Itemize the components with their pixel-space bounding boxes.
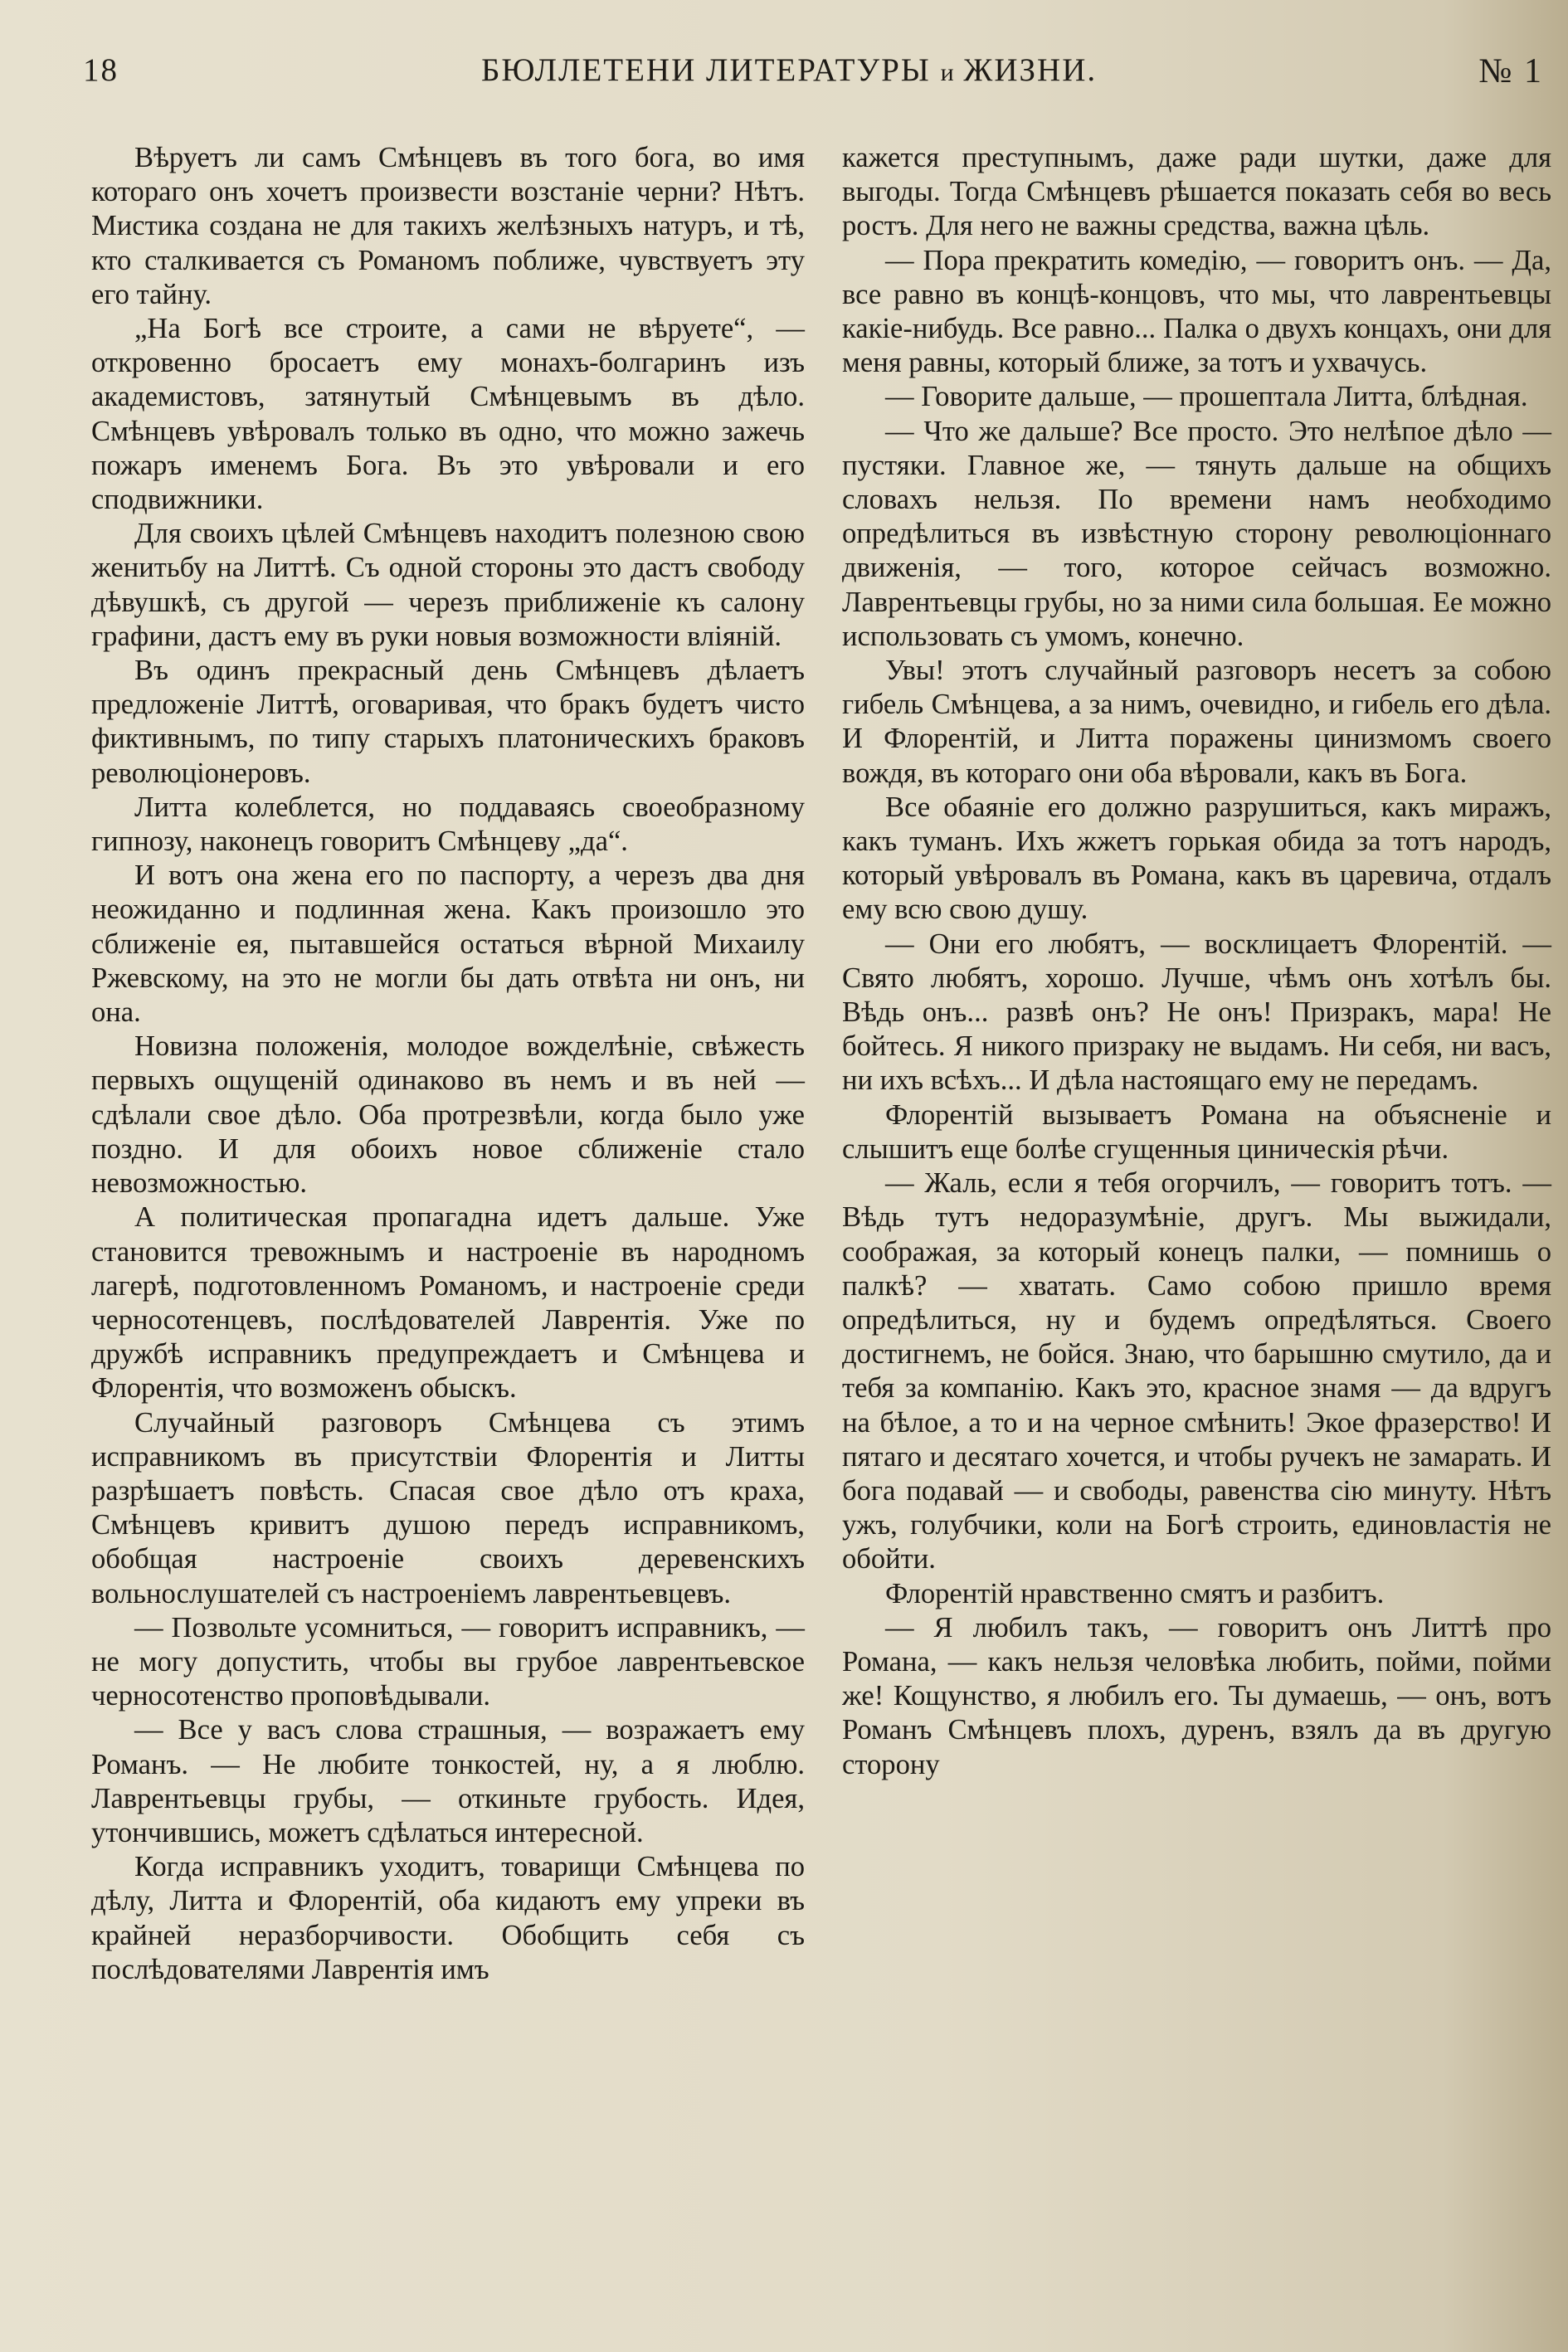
running-title-main: БЮЛЛЕТЕНИ ЛИТЕРАТУРЫ xyxy=(481,52,931,88)
paragraph: Увы! этотъ случайный разговоръ несетъ за собою гибель Смѣнцева, а за нимъ, очевидно, и гибель его дѣла. И Флорентій, и Литта поражены цинизмомъ своего вождя, въ котораго они оба вѣровали, какъ въ Бога. xyxy=(842,655,1551,789)
paragraph: — Пора прекратить комедію, — говоритъ онъ. — Да, все равно въ концѣ-концовъ, что мы, что лаврентьевцы какіе-нибудь. Все равно... Палка о двухъ концахъ, они для меня равны, который ближе, за тотъ и ухвачусь. xyxy=(842,244,1551,379)
paragraph: Литта колеблется, но поддаваясь своеобразному гипнозу, наконецъ говоритъ Смѣнцеву „да“. xyxy=(91,791,805,858)
paragraph: — Жаль, если я тебя огорчилъ, — говоритъ тотъ. — Вѣдь тутъ недоразумѣніе, другъ. Мы выжидали, соображая, за который конецъ палки, — помнишь о палкѣ? — хватать. Само собою пришло время опредѣлиться, ну и будемъ опредѣляться. Своего достигнемъ, не бойся. Знаю, что барышню смутило, да и тебя за компанію. Какъ это, красное знамя — да вдругъ на бѣлое, а то и на черное смѣнить! Экое фразерство! И пятаго и десятаго хочется, и чтобы ручекъ не замарать. И бога подавай — и свободы, равенства сію минуту. Нѣтъ ужъ, голубчики, коли на Богѣ строить, единовластія не обойти. xyxy=(842,1167,1551,1575)
paragraph: И вотъ она жена его по паспорту, а черезъ два дня неожиданно и подлинная жена. Какъ произошло это сближеніе ея, пытавшейся остаться вѣрной Михаилу Ржевскому, на это не могли бы дать отвѣта ни онъ, ни она. xyxy=(91,859,805,1029)
page-header xyxy=(83,51,1543,101)
paragraph: Вѣруетъ ли самъ Смѣнцевъ въ того бога, во имя котораго онъ хочетъ произвести возстаніе черни? Нѣтъ. Мистика создана не для такихъ желѣзныхъ натуръ, и тѣ, кто сталкивается съ Романомъ поближе, чувствуетъ эту его тайну. xyxy=(91,142,805,310)
paragraph: — Они его любятъ, — восклицаетъ Флорентій. — Свято любятъ, хорошо. Лучше, чѣмъ онъ хотѣлъ бы. Вѣдь онъ... развѣ онъ? Не онъ! Призракъ, мара! Не бойтесь. Я никого призраку не выдамъ. Ни себя, ни васъ, ни ихъ всѣхъ... И дѣла настоящаго ему не передамъ. xyxy=(842,928,1551,1097)
paragraph: — Все у васъ слова страшныя, — возражаетъ ему Романъ. — Не любите тонкостей, ну, а я люблю. Лаврентьевцы грубы, — откиньте грубость. Идея, утончившись, можетъ сдѣлаться интересной. xyxy=(91,1714,805,1848)
running-title-end: ЖИЗНИ. xyxy=(963,52,1098,88)
running-title xyxy=(481,51,1097,89)
paragraph: — Что же дальше? Все просто. Это нелѣпое дѣло — пустяки. Главное же, — тянуть дальше на общихъ словахъ нельзя. По времени намъ необходимо опредѣлиться въ извѣстную сторону революціоннаго движенія, — того, которое сейчасъ возможно. Лаврентьевцы грубы, но за ними сила большая. Ее можно использовать съ умомъ, конечно. xyxy=(842,415,1551,652)
paragraph: Случайный разговоръ Смѣнцева съ этимъ исправникомъ въ присутствіи Флорентія и Литты разрѣшаетъ повѣсть. Спасая свое дѣло отъ краха, Смѣнцевъ кривитъ душою передъ исправникомъ, обобщая настроеніе своихъ деревенскихъ вольнослушателей съ настроеніемъ лаврентьевцевъ. xyxy=(91,1406,805,1609)
paragraph: — Я любилъ такъ, — говоритъ онъ Литтѣ про Романа, — какъ нельзя человѣка любить, пойми, пойми же! Кощунство, я любилъ его. Ты думаешь, — онъ, вотъ Романъ Смѣнцевъ плохъ, дуренъ, взялъ да въ другую сторону xyxy=(842,1611,1551,1780)
paragraph: кажется преступнымъ, даже ради шутки, даже для выгоды. Тогда Смѣнцевъ рѣшается показать себя во весь ростъ. Для него не важны средства, важна цѣль. xyxy=(842,142,1551,242)
paragraph: „На Богѣ все строите, а сами не вѣруете“, — откровенно бросаетъ ему монахъ-болгаринъ изъ академистовъ, затянутый Смѣнцевымъ въ дѣло. Смѣнцевъ увѣровалъ только въ одно, что можно зажечь пожаръ именемъ Бога. Въ это увѣровали и его сподвижники. xyxy=(91,313,805,516)
issue-number: № 1 xyxy=(1478,52,1543,90)
paragraph: Флорентій вызываетъ Романа на объясненіе и слышитъ еще болѣе сгущенныя циническія рѣчи. xyxy=(842,1098,1551,1165)
page-number: 18 xyxy=(83,52,119,88)
paragraph: Флорентій нравственно смятъ и разбитъ. xyxy=(885,1577,1385,1609)
running-title-conjunction: и xyxy=(940,59,954,86)
paragraph: Для своихъ цѣлей Смѣнцевъ находитъ полезною свою женитьбу на Литтѣ. Съ одной стороны это дастъ свободу дѣвушкѣ, съ другой — черезъ приближеніе къ салону графини, дастъ ему въ руки новыя возможности вліяній. xyxy=(91,518,805,652)
paragraph: А политическая пропагадна идетъ дальше. Уже становится тревожнымъ и настроеніе въ народномъ лагерѣ, подготовленномъ Романомъ, и настроеніе среди черносотенцевъ, послѣдователей Лаврентія. Уже по дружбѣ исправникъ предупреждаетъ и Смѣнцева и Флорентія, что возможенъ обыскъ. xyxy=(91,1201,805,1405)
left-column xyxy=(91,141,805,1987)
right-column xyxy=(842,141,1551,1782)
paragraph: — Говорите дальше, — прошептала Литта, блѣдная. xyxy=(885,381,1528,413)
paragraph: — Позвольте усомниться, — говоритъ исправникъ, — не могу допустить, чтобы вы грубое лаврентьевское черносотенство проповѣдывали. xyxy=(91,1611,805,1712)
paragraph: Когда исправникъ уходитъ, товарищи Смѣнцева по дѣлу, Литта и Флорентій, оба кидаютъ ему упреки въ крайней неразборчивости. Обобщить себя съ послѣдователями Лаврентія имъ xyxy=(91,1851,805,1985)
paragraph: Все обаяніе его должно разрушиться, какъ миражъ, какъ туманъ. Ихъ жжетъ горькая обида за тотъ народъ, который увѣровалъ въ Романа, какъ въ царевича, отдалъ ему всю свою душу. xyxy=(842,791,1551,926)
paragraph: Въ одинъ прекрасный день Смѣнцевъ дѣлаетъ предложеніе Литтѣ, оговаривая, что бракъ будетъ чисто фиктивнымъ, по типу старыхъ платоническихъ браковъ революціонеровъ. xyxy=(91,655,805,789)
paragraph: Новизна положенія, молодое вожделѣніе, свѣжесть первыхъ ощущеній одинаково въ немъ и въ ней — сдѣлали свое дѣло. Оба протрезвѣли, когда было уже поздно. И для обоихъ новое сближеніе стало невозможностью. xyxy=(91,1030,805,1200)
